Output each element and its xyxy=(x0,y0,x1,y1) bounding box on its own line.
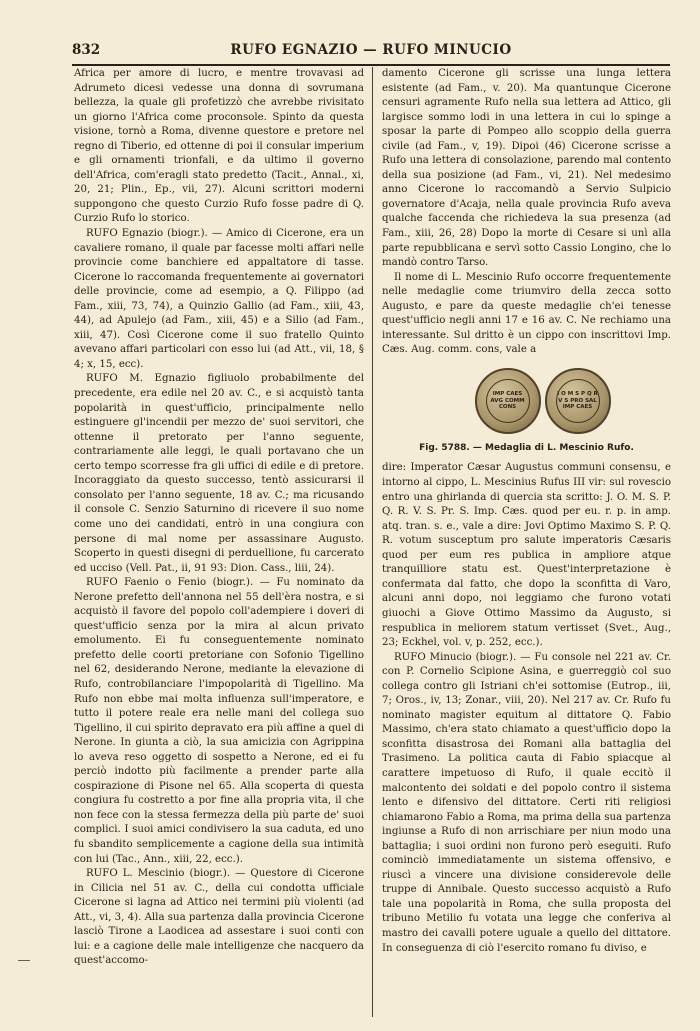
figure-caption: Fig. 5788. — Medaglia di L. Mescinio Rufo. xyxy=(419,442,634,453)
coin-figure xyxy=(427,366,627,438)
running-title: RUFO EGNAZIO — RUFO MINUCIO xyxy=(230,42,512,58)
paragraph-mescinio-medals: Il nome di L. Mescinio Rufo occorre frequentemente nelle medaglie come triumviro della zecca sotto Augusto, e pare da queste medaglie ch'ei tenesse quest'ufficio negli anni 17 e 16 av. C. Ne rechiamo una interessante. Sul dritto è un cippo con inscrittovi Imp. Cæs. Aug. comm. cons, vale a xyxy=(382,271,671,356)
entry-rufo-l-mescinio: RUFO L. Mescinio (biogr.). — Questore di Cicerone in Cilicia nel 51 av. C., della cui condotta ufficiale Cicerone si lagna ad Attico nei termini più violenti (ad Att., vi, 3, 4). Alla sua partenza dalla provincia Cicerone lasciò Tirone a Laodicea ad assestare i suoi conti con lui: e a cagione delle male intelligenze che nacquero da quest'accomo- xyxy=(74,868,364,967)
coin-obverse-image xyxy=(475,368,541,434)
column-divider xyxy=(372,67,373,1017)
paragraph-inscription-interpretation: dire: Imperator Cæsar Augustus communi consensu, e intorno al cippo, L. Mescinius Rufus III vir: sul rovescio entro una ghirlanda di quercia sta scritto: J. O. M. S. P. Q. R. V. S. Pr. S. Imp. Cæs. quod per eu. r. p. in amp. atq. tran. s. e., vale a dire: Jovi Optimo Maximo S. P. Q. R. votum susceptum pro salute imperatoris Cæsaris quod per eum res publica in ampliore atque tranquilliore statu est. Quest'interpretazione è confermata dal fatto, che dopo la sconfitta di Varo, alcuni anni dopo, noi leggiamo che furono votati giuochi a Giove Ottimo Massimo da Augusto, si respublica in meliorem statum vertisset (Svet., Aug., 23; Eckhel, vol. v, p. 252, ecc.). xyxy=(382,462,671,649)
entry-rufo-egnazio: RUFO Egnazio (biogr.). — Amico di Cicerone, era un cavaliere romano, il quale par facesse molti affari nelle provincie come banchiere ed appaltatore di tasse. Cicerone lo raccomanda frequentemente ai governatori delle provincie, come ad esempio, a Q. Filippo (ad Fam., xiii, 73, 74), a Quinzio Gallio (ad Fam., xiii, 43, 44), ad Apulejo (ad Fam., xiii, 45) e a Silio (ad Fam., xiii, 47). Così Cicerone come il suo fratello Quinto avevano affari particolari con esso lui (ad Att., vii, 18, § 4; x, 15, ecc). xyxy=(74,228,364,370)
page-header xyxy=(72,42,670,62)
paragraph-mescinio-continued: damento Cicerone gli scrisse una lunga lettera esistente (ad Fam., v. 20). Ma quantunque Cicerone censuri agramente Rufo nella sua lettera ad Attico, gli largisce sommo lodi in una lettera in cui lo spinge a sposar la parte di Pompeo allo scoppio della guerra civile (ad Fam., v, 19). Dipoi (46) Cicerone scrisse a Rufo una lettera di consolazione, parendo mal contento della sua posizione (ad Fam., vi, 21). Nel medesimo anno Cicerone lo raccomandò a Servio Sulpicio governatore d'Acaja, nella quale provincia Rufo aveva qualche faccenda che richiedeva la sua presenza (ad Fam., xiii, 26, 28) Dopo la morte di Cesare si unì alla parte repubblicana e servì sotto Cassio Longino, che lo mandò contro Tarso. xyxy=(382,68,671,269)
coin-reverse-image xyxy=(545,368,611,434)
entry-rufo-m-egnazio: RUFO M. Egnazio figliuolo probabilmente del precedente, era edile nel 20 av. C., e si acquistò tanta popolarità in quest'ufficio, principalmente nello estinguere gl'incendii per mezzo de' suoi servitori, che ottenne il pretorato per l'anno seguente, contrariamente alle leggi, le quali portavano che un certo tempo scorresse fra gli uffici di edile e di pretore. Incoraggiato da questo successo, tentò assicurarsi il consolato per l'anno seguente, 18 av. C.; ma ricusando il console C. Senzio Saturnino di ricevere il suo nome come uno dei candidati, entrò in una congiura con persone di mal nome per assassinare Augusto. Scoperto in questi disegni di perduellione, fu carcerato ed ucciso (Vell. Pat., ii, 91 93: Dion. Cass., liii, 24). xyxy=(74,373,364,574)
page-number: 832 xyxy=(72,42,101,58)
left-column xyxy=(74,67,364,969)
right-column xyxy=(382,67,671,956)
entry-rufo-minucio: RUFO Minucio (biogr.). — Fu console nel 221 av. Cr. con P. Cornelio Scipione Asina, e guerreggiò col suo collega contro gli Istriani ch'ei sottomise (Eutrop., iii, 7; Oros., iv, 13; Zonar., viii, 20). Nel 217 av. Cr. Rufo fu nominato magister equitum al dittatore Q. Fabio Massimo, ch'era stato chiamato a quest'ufficio dopo la sconfitta disastrosa dei Romani alla battaglia del Trasimeno. La politica cauta di Fabio spiacque al carattere impetuoso di Rufo, il quale eccitò il malcontento dei soldati e del popolo contro il sistema lento e difensivo del dittatore. Certi riti religiosi chiamarono Fabio a Roma, ma prima della sua partenza ingiunse a Rufo di non arrischiare per niun modo una battaglia; i suoi ordini non furono però eseguiti. Rufo cominciò immediatamente un sistema offensivo, e riuscì a vincere una divisione considerevole delle truppe di Annibale. Questo successo acquistò a Rufo tale una popolarità in Roma, che sulla proposta del tribuno Metilio fu votata una legge che conferiva al mastro dei cavalli potere uguale a quello del dittatore. In conseguenza di ciò l'esercito romano fu diviso, e xyxy=(382,651,671,954)
paragraph-curzio-rufo-end: Africa per amore di lucro, e mentre trovavasi ad Adrumeto dicesi vedesse una donna di sovrumana bellezza, la quale gli profetizzò che avrebbe rivisitato un giorno l'Africa come proconsole. Spinto da questa visione, tornò a Roma, divenne questore e pretore nel regno di Tiberio, ed ottenne di poi il consular imperium e gli ornamenti trionfali, e da ultimo il governo dell'Africa, com'eragli stato predetto (Tacit., Annal., xi, 20, 21; Plin., Ep., vii, 27). Alcuni scrittori moderni suppongono che questo Curzio Rufo fosse padre di Q. Curzio Rufo lo storico. xyxy=(74,68,364,225)
margin-mark xyxy=(18,960,30,961)
header-rule xyxy=(72,64,670,66)
coin-obverse-inscription: IMP CAES AVG COMM CONS xyxy=(486,379,530,423)
coin-reverse-inscription: I O M S P Q R V S PRO SAL IMP CAES xyxy=(556,379,600,423)
entry-rufo-faenio: RUFO Faenio o Fenio (biogr.). — Fu nominato da Nerone prefetto dell'annona nel 55 dell'èra nostra, e si acquistò il favore del popolo coll'adempiere i doveri di quest'ufficio senza por la mira al alcun privato emolumento. Ei fu conseguentemente nominato prefetto delle coorti pretoriane con Sofonio Tigellino nel 62, desiderando Nerone, mediante la elevazione di Rufo, controbilanciare l'impopolarità di Tigellino. Ma Rufo non ebbe mai molta influenza sull'imperatore, e tutto il potere reale era nelle mani del collega suo Tigellino, il cui spirito depravato era più affine a quel di Nerone. In giunta a ciò, la sua amicizia con Agrippina lo aveva reso oggetto di sospetto a Nerone, ed ei fu perciò indotto più facilmente a prender parte alla cospirazione di Pisone nel 65. Alla scoperta di questa congiura fu costretto a por fine alla propria vita, il che non fece con la stessa fermezza della più parte de' suoi complici. I suoi amici condivisero la sua caduta, ed uno fu sbandito semplicemente a cagione della sua intimità con lui (Tac., Ann., xiii, 22, ecc.). xyxy=(74,577,364,865)
